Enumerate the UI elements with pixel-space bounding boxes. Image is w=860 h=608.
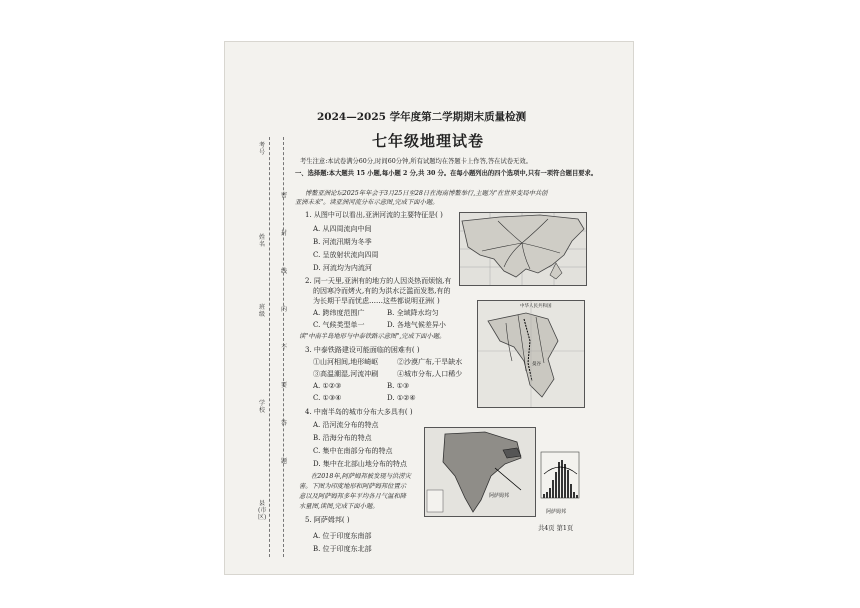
section-1-heading: 一、选择题:本大题共 15 小题,每小题 2 分,共 30 分。在每小题列出的四个选项中,只有一项符合题目要求。 <box>295 170 598 177</box>
indochina-map-title: 中华人民共和国 <box>520 304 552 309</box>
seal-char: 密 <box>280 192 287 199</box>
q3-option-d: D. ①②④ <box>387 394 416 402</box>
asia-river-map <box>459 212 587 286</box>
margin-label-school: 学校 <box>258 400 265 414</box>
q5-option-b: B. 位于印度东北部 <box>313 545 372 553</box>
q3-stem: 3. 中泰铁路建设可能面临的困难有( ) <box>305 346 420 354</box>
seal-char: 不 <box>280 344 287 351</box>
seal-char: 内 <box>280 306 287 313</box>
margin-label-county: 县(市 区) <box>258 500 267 521</box>
q1-option-a: A. 从四周流向中间 <box>313 225 372 233</box>
climate-chart <box>536 450 582 516</box>
q2-option-a: A. 跨纬度范围广 <box>313 309 365 317</box>
asia-river-map-graphic <box>460 213 586 285</box>
q4-stem: 4. 中南半岛的城市分布大多具有( ) <box>305 408 413 416</box>
q4-option-d: D. 集中在北部山地分布的特点 <box>313 460 407 468</box>
q4-option-a: A. 沿河流分布的特点 <box>313 421 379 429</box>
q2-stem-line2: 的因寒冷而烤火,有的为洪水泛滥而发愁,有的 <box>313 287 451 295</box>
intro-3-line2: 害。下图为印度地形和阿萨姆邦位置示 <box>299 483 407 490</box>
q4-option-b: B. 沿海分布的特点 <box>313 434 372 442</box>
exam-title-line1: 2024—2025 学年度第二学期期末质量检测 <box>317 111 527 123</box>
q3-item-3: ③高温潮湿,河流冲刷 <box>313 370 379 378</box>
seal-char: 封 <box>280 230 287 237</box>
q3-item-4: ④城市分布,人口稀少 <box>397 370 463 378</box>
q4-option-c: C. 集中在南部分布的特点 <box>313 447 393 455</box>
indochina-map-label: 曼谷 <box>532 362 541 367</box>
india-map-graphic <box>425 428 535 516</box>
q2-option-c: C. 气候类型单一 <box>313 321 365 329</box>
q1-option-d: D. 河流均为内流河 <box>313 264 372 272</box>
india-terrain-map <box>424 427 536 517</box>
seal-char: 题 <box>280 458 287 465</box>
exam-title-line2: 七年级地理试卷 <box>372 132 485 150</box>
indochina-map-graphic <box>478 301 584 407</box>
climate-chart-caption: 阿萨姆邦 <box>546 509 567 515</box>
seal-char: 线 <box>280 268 287 275</box>
q2-stem-line1: 2. 同一天里,亚洲有的地方的人因炎热而烦恼,有 <box>305 277 452 285</box>
margin-label-class: 班级 <box>258 304 265 318</box>
q2-option-b: B. 全域降水均匀 <box>387 309 439 317</box>
intro-3-line3: 意以及阿萨姆邦多年平均各月气温和降 <box>299 493 407 500</box>
india-map-label: 阿萨姆邦 <box>489 493 510 499</box>
q3-option-c: C. ①③④ <box>313 394 342 402</box>
q2-option-d: D. 各地气候差异小 <box>387 321 446 329</box>
climate-chart-graphic <box>536 450 582 508</box>
binding-line-outer <box>269 137 270 557</box>
q3-option-a: A. ①②③ <box>313 382 342 390</box>
q3-item-2: ②沙漠广布,干旱缺水 <box>397 358 463 366</box>
q3-option-b: B. ①③ <box>387 382 410 390</box>
intro-3-line4: 水量图,读图,完成下面小题。 <box>299 503 379 510</box>
indochina-railway-map <box>477 300 585 408</box>
intro-3-line1: 在2018年,阿萨姆邦被发现与洪涝灾 <box>311 473 411 480</box>
page-footer: 共4页 第1页 <box>538 525 574 532</box>
q2-stem-line3: 为长期干旱而忧虑……这些都说明亚洲( ) <box>313 297 440 305</box>
seal-char: 要 <box>280 382 287 389</box>
q1-stem: 1. 从图中可以看出,亚洲河流的主要特征是( ) <box>305 211 443 219</box>
margin-label-exam-no: 考号 <box>258 142 265 156</box>
intro-2: 读"中南半岛地形与中泰铁路示意图",完成下面小题。 <box>299 333 446 340</box>
seal-char: 答 <box>280 420 287 427</box>
instructions: 考生注意:本试卷满分60分,时间60分钟,所有试题均在答题卡上作答,答在试卷无效。 <box>300 158 532 165</box>
margin-label-name: 姓名 <box>258 234 265 248</box>
q5-option-a: A. 位于印度东南部 <box>313 532 372 540</box>
q1-option-c: C. 呈放射状流向四周 <box>313 251 379 259</box>
q3-item-1: ①山河相间,地形崎岖 <box>313 358 379 366</box>
q1-option-b: B. 河流汛期为冬季 <box>313 238 372 246</box>
exam-sheet <box>225 42 633 574</box>
q5-stem: 5. 阿萨姆邦( ) <box>305 516 350 524</box>
intro-1-line1: 博鳌亚洲论坛2025年年会于3月25日至28日在海南博鳌举行,主题为"在世界变局中共创 <box>305 190 548 197</box>
intro-1-line2: 亚洲未来"。读亚洲河流分布示意图,完成下面小题。 <box>295 199 439 206</box>
